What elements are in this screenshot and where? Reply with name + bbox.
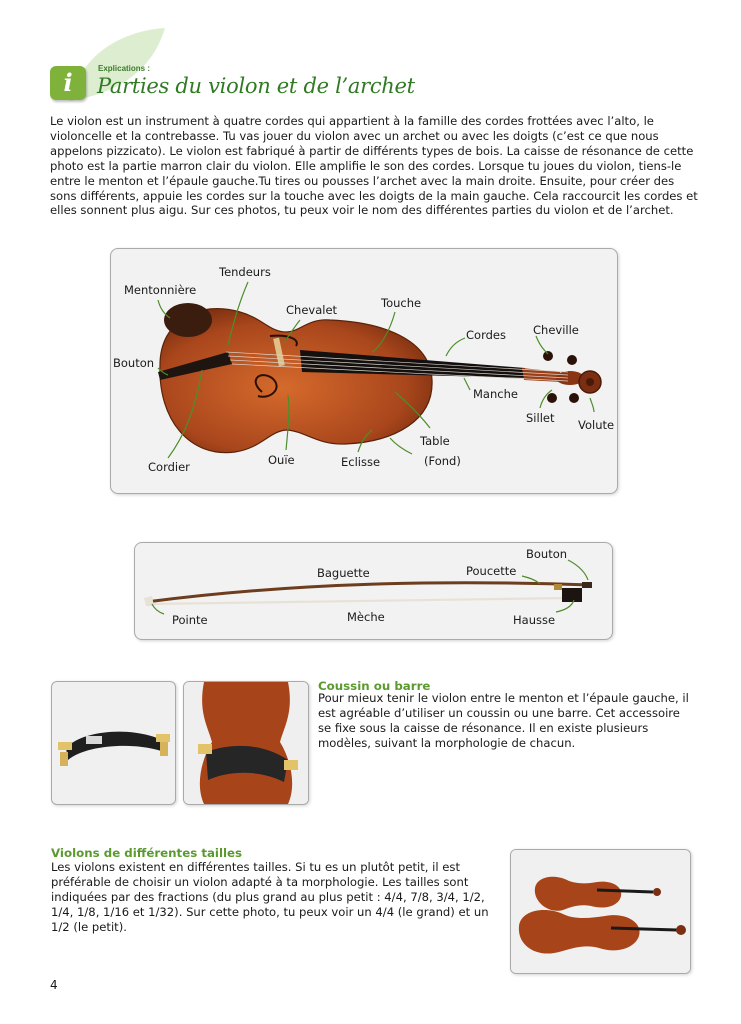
page-title: Parties du violon et de l’archet (97, 74, 415, 98)
label-sillet: Sillet (526, 411, 555, 425)
label-eclisse: Eclisse (341, 455, 381, 469)
label-cordier: Cordier (148, 460, 190, 474)
label-pointe: Pointe (172, 613, 208, 627)
section-kicker: Explications : (98, 64, 151, 73)
label-bouton-archet: Bouton (526, 547, 568, 561)
label-fond: (Fond) (424, 454, 461, 468)
shoulder-rest-photo (51, 681, 176, 805)
sizes-heading: Violons de différentes tailles (51, 846, 243, 860)
label-cheville: Cheville (533, 323, 579, 337)
info-icon: i (50, 66, 86, 100)
shoulder-rest-text: Pour mieux tenir le violon entre le menton et l’épaule gauche, il est agréable d’utiliser un coussin ou une barre. Cet accessoire se fixe sous la caisse de résonance. Il en existe plusieurs modèles, suivant la morphologie de chacun. (318, 691, 689, 750)
sizes-text: Les violons existent en différentes tailles. Si tu es un plutôt petit, il est préférable de choisir un violon adapté à ta morphologie. Les tailles sont indiquées par des fractions (du plus grand au plus petit : 4/4, 7/8, 3/4, 1/2, 1/4, 1/8, 1/16 et 1/32). Sur cette photo, tu peux voir un 4/4 (le grand) et un 1/2 (le petit). (51, 860, 489, 934)
bow-hair (150, 598, 568, 604)
label-manche: Manche (473, 387, 518, 401)
label-touche: Touche (381, 296, 422, 310)
intro-paragraph: Le violon est un instrument à quatre cordes qui appartient à la famille des cordes frottées avec l’alto, le violoncelle et la contrebasse. Tu vas jouer du violon avec un archet ou avec les doigts (c’est ce que nous appelons pizzicato). Le violon est fabriqué à partir de différents types de bois. La caisse de résonance de cette photo est la partie marron clair du violon. Elle amplifie le son des cordes. Lorsque tu joues du violon, tiens-le entre le menton et l’épaule gauche.Tu tires ou pousses l’archet avec la main droite. Ensuite, pour créer des sons différents, appuie les cordes sur la touche avec les doigts de la main gauche. Cela raccourcit les cordes et elles sonnent plus aigu. Sur ces photos, tu peux voir le nom des différentes parties du violon et de l’archet. (50, 114, 698, 218)
label-tendeurs: Tendeurs (219, 265, 271, 279)
label-meche: Mèche (347, 610, 385, 624)
bow-frog (562, 588, 582, 602)
violin-with-rest-photo (183, 681, 309, 805)
label-cordes: Cordes (466, 328, 506, 342)
label-table: Table (420, 434, 450, 448)
page-number: 4 (50, 978, 58, 992)
label-bouton-violon: Bouton (113, 356, 155, 370)
shoulder-rest-heading: Coussin ou barre (318, 679, 431, 693)
label-hausse: Hausse (513, 613, 556, 627)
label-ouie: Ouïe (268, 453, 295, 467)
violin-sizes-photo (510, 849, 691, 974)
label-volute: Volute (578, 418, 615, 432)
label-baguette: Baguette (317, 566, 370, 580)
label-mentonniere: Mentonnière (124, 283, 197, 297)
label-poucette: Poucette (466, 564, 517, 578)
label-chevalet: Chevalet (286, 303, 338, 317)
